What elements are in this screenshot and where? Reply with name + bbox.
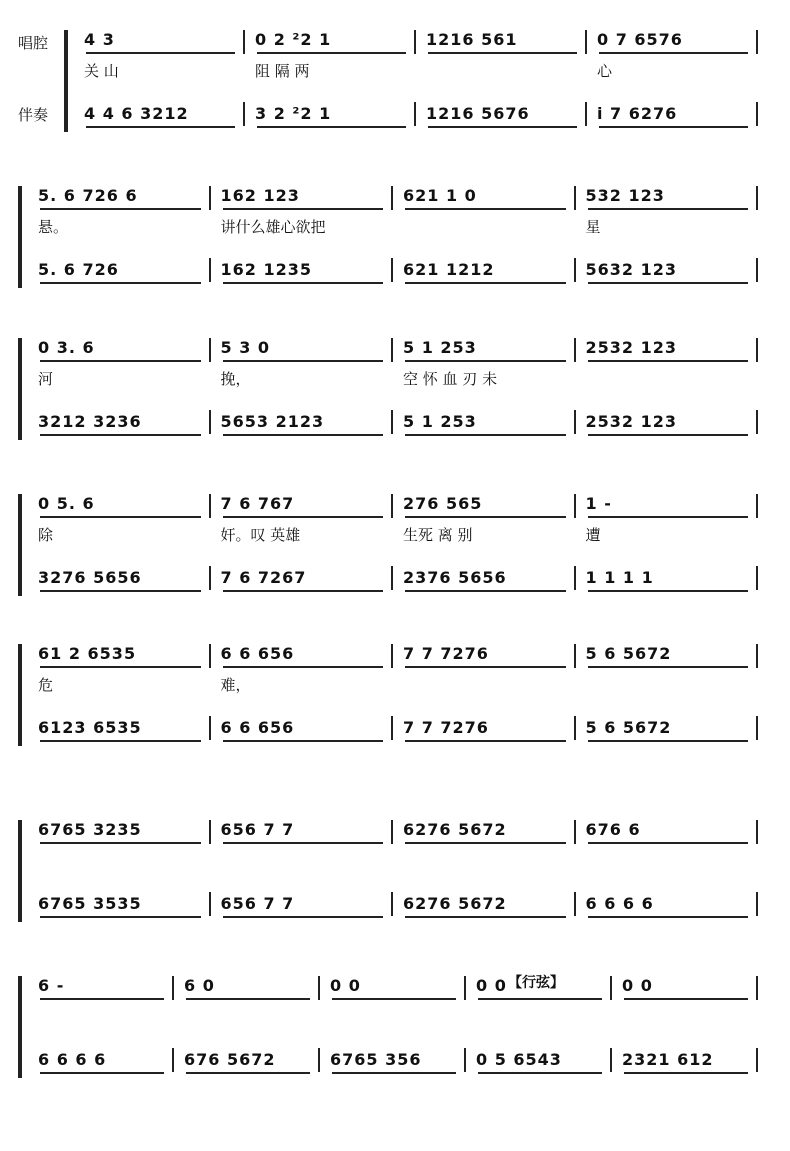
lyric-text: 讲什么雄心欲把 [220, 218, 326, 236]
vocal-underline [588, 666, 749, 668]
system-brace [18, 186, 22, 288]
accompaniment-barline [574, 566, 576, 590]
vocal-underline [86, 52, 235, 54]
accompaniment-measure: 621 1212 [403, 260, 495, 279]
system-brace [18, 820, 22, 922]
vocal-barline [391, 820, 393, 844]
vocal-measure: 0 0 [476, 976, 507, 995]
vocal-barline [756, 820, 758, 844]
accompaniment-measure: 5 6 5672 [585, 718, 672, 737]
accompaniment-underline [40, 434, 201, 436]
vocal-underline [599, 52, 748, 54]
accompaniment-barline [391, 716, 393, 740]
accompaniment-underline [405, 740, 566, 742]
accompaniment-measure: 6 6 6 6 [38, 1050, 107, 1069]
vocal-measure: 5 3 0 [220, 338, 271, 357]
vocal-underline [223, 666, 384, 668]
accompaniment-underline [40, 1072, 164, 1074]
accompaniment-measure: 5 1 253 [403, 412, 477, 431]
lyric-text: 除 [38, 526, 54, 544]
vocal-barline [756, 644, 758, 668]
accompaniment-underline [223, 434, 384, 436]
lyric-text: 奸。叹 英雄 [220, 526, 301, 544]
vocal-barline [391, 494, 393, 518]
vocal-measure: 0 0 [330, 976, 361, 995]
accompaniment-measure: 6276 5672 [403, 894, 507, 913]
vocal-measure: 6 6 656 [220, 644, 295, 663]
vocal-underline [405, 666, 566, 668]
accompaniment-barline [209, 410, 211, 434]
accompaniment-barline [756, 716, 758, 740]
vocal-underline [40, 842, 201, 844]
lyric-text: 关 山 [84, 62, 119, 80]
vocal-underline [332, 998, 456, 1000]
accompaniment-underline [599, 126, 748, 128]
system-brace [18, 976, 22, 1078]
vocal-measure: 0 3. 6 [38, 338, 95, 357]
lyric-text: 难， [220, 676, 251, 694]
accompaniment-measure: 5632 123 [585, 260, 677, 279]
accompaniment-underline [40, 916, 201, 918]
accompaniment-barline [172, 1048, 174, 1072]
vocal-measure: 656 7 7 [220, 820, 295, 839]
accompaniment-underline [223, 282, 384, 284]
vocal-underline [40, 998, 164, 1000]
accompaniment-underline [624, 1072, 748, 1074]
vocal-barline [209, 494, 211, 518]
vocal-barline [756, 976, 758, 1000]
vocal-barline [585, 30, 587, 54]
accompaniment-underline [588, 434, 749, 436]
accompaniment-underline [428, 126, 577, 128]
accompaniment-measure: 5653 2123 [220, 412, 325, 431]
accompaniment-barline [209, 566, 211, 590]
accompaniment-measure: 162 1235 [220, 260, 312, 279]
vocal-measure: 7 7 7276 [403, 644, 489, 663]
vocal-measure: 0 0 [622, 976, 653, 995]
vocal-measure: 6765 3235 [38, 820, 142, 839]
vocal-measure: 5. 6 726 6 [38, 186, 138, 205]
vocal-underline [588, 842, 749, 844]
accompaniment-measure: 6123 6535 [38, 718, 142, 737]
accompaniment-underline [86, 126, 235, 128]
vocal-barline [318, 976, 320, 1000]
lyric-text: 危 [38, 676, 54, 694]
lyric-text: 悬。 [38, 218, 69, 236]
accompaniment-barline [391, 892, 393, 916]
vocal-barline [209, 186, 211, 210]
accompaniment-barline [756, 1048, 758, 1072]
accompaniment-measure: 2532 123 [585, 412, 677, 431]
vocal-measure: 6 - [38, 976, 65, 995]
vocal-measure: 0 2 ²2 1 [255, 30, 332, 49]
lyric-text: 星 [585, 218, 601, 236]
accompaniment-underline [478, 1072, 602, 1074]
accompaniment-underline [223, 916, 384, 918]
lyric-text: 空 怀 血 刃 未 [403, 370, 498, 388]
accompaniment-measure: 3212 3236 [38, 412, 142, 431]
vocal-measure: 0 7 6576 [597, 30, 683, 49]
accompaniment-measure: 6 6 656 [220, 718, 295, 737]
accompaniment-underline [588, 916, 749, 918]
system-brace [18, 338, 22, 440]
vocal-measure: 276 565 [403, 494, 483, 513]
accompaniment-measure: i 7 6276 [597, 104, 678, 123]
accompaniment-barline [243, 102, 245, 126]
section-marker: 【行弦】 [508, 975, 564, 991]
accompaniment-measure: 6 6 6 6 [585, 894, 654, 913]
accompaniment-barline [318, 1048, 320, 1072]
vocal-underline [223, 360, 384, 362]
vocal-underline [257, 52, 406, 54]
lyric-text: 河 [38, 370, 54, 388]
vocal-measure: 162 123 [220, 186, 300, 205]
vocal-barline [209, 338, 211, 362]
accompaniment-barline [756, 258, 758, 282]
vocal-measure: 532 123 [585, 186, 665, 205]
system-brace [64, 30, 68, 132]
accompaniment-barline [209, 892, 211, 916]
vocal-barline [574, 186, 576, 210]
accompaniment-underline [588, 282, 749, 284]
vocal-barline [756, 30, 758, 54]
accompaniment-measure: 1 1 1 1 [585, 568, 654, 587]
accompaniment-barline [391, 258, 393, 282]
vocal-measure: 0 5. 6 [38, 494, 95, 513]
accompaniment-underline [405, 590, 566, 592]
accompaniment-measure: 5. 6 726 [38, 260, 119, 279]
vocal-part-label: 唱腔 [18, 34, 49, 52]
vocal-measure: 676 6 [585, 820, 641, 839]
vocal-barline [391, 338, 393, 362]
vocal-measure: 621 1 0 [403, 186, 477, 205]
accompaniment-measure: 6765 3535 [38, 894, 142, 913]
accompaniment-barline [756, 892, 758, 916]
vocal-barline [464, 976, 466, 1000]
vocal-barline [574, 338, 576, 362]
accompaniment-barline [574, 716, 576, 740]
accompaniment-barline [391, 566, 393, 590]
accompaniment-underline [588, 740, 749, 742]
accompaniment-underline [186, 1072, 310, 1074]
accompaniment-part-label: 伴奏 [18, 106, 49, 124]
lyric-text: 遭 [585, 526, 601, 544]
accompaniment-barline [391, 410, 393, 434]
vocal-measure: 7 6 767 [220, 494, 295, 513]
accompaniment-measure: 4 4 6 3212 [84, 104, 189, 123]
vocal-underline [478, 998, 602, 1000]
vocal-underline [223, 208, 384, 210]
vocal-barline [756, 186, 758, 210]
vocal-underline [40, 666, 201, 668]
vocal-measure: 61 2 6535 [38, 644, 137, 663]
vocal-underline [223, 842, 384, 844]
vocal-underline [186, 998, 310, 1000]
vocal-underline [624, 998, 748, 1000]
accompaniment-measure: 2376 5656 [403, 568, 507, 587]
vocal-barline [574, 494, 576, 518]
accompaniment-measure: 1216 5676 [426, 104, 530, 123]
vocal-underline [223, 516, 384, 518]
accompaniment-barline [464, 1048, 466, 1072]
accompaniment-measure: 0 5 6543 [476, 1050, 562, 1069]
accompaniment-barline [610, 1048, 612, 1072]
accompaniment-barline [574, 410, 576, 434]
accompaniment-barline [414, 102, 416, 126]
accompaniment-barline [574, 892, 576, 916]
accompaniment-underline [40, 590, 201, 592]
vocal-underline [405, 360, 566, 362]
vocal-barline [172, 976, 174, 1000]
vocal-measure: 5 1 253 [403, 338, 477, 357]
vocal-barline [209, 820, 211, 844]
vocal-measure: 1 - [585, 494, 612, 513]
accompaniment-underline [405, 434, 566, 436]
vocal-barline [574, 820, 576, 844]
lyric-text: 挽， [220, 370, 251, 388]
lyric-text: 生死 离 别 [403, 526, 473, 544]
vocal-barline [243, 30, 245, 54]
accompaniment-underline [40, 740, 201, 742]
accompaniment-measure: 7 7 7276 [403, 718, 489, 737]
vocal-underline [40, 516, 201, 518]
lyric-text: 心 [597, 62, 613, 80]
accompaniment-measure: 656 7 7 [220, 894, 295, 913]
accompaniment-barline [756, 410, 758, 434]
accompaniment-barline [585, 102, 587, 126]
vocal-barline [610, 976, 612, 1000]
accompaniment-barline [209, 716, 211, 740]
accompaniment-underline [588, 590, 749, 592]
accompaniment-underline [332, 1072, 456, 1074]
accompaniment-barline [574, 258, 576, 282]
accompaniment-underline [405, 916, 566, 918]
vocal-measure: 2532 123 [585, 338, 677, 357]
vocal-measure: 1216 561 [426, 30, 518, 49]
vocal-underline [588, 516, 749, 518]
vocal-barline [574, 644, 576, 668]
vocal-measure: 6276 5672 [403, 820, 507, 839]
vocal-underline [588, 208, 749, 210]
accompaniment-underline [257, 126, 406, 128]
vocal-underline [405, 208, 566, 210]
vocal-barline [756, 338, 758, 362]
accompaniment-measure: 676 5672 [184, 1050, 276, 1069]
accompaniment-underline [223, 590, 384, 592]
accompaniment-measure: 2321 612 [622, 1050, 714, 1069]
accompaniment-measure: 7 6 7267 [220, 568, 307, 587]
accompaniment-barline [756, 102, 758, 126]
vocal-underline [588, 360, 749, 362]
vocal-underline [40, 208, 201, 210]
accompaniment-measure: 3276 5656 [38, 568, 142, 587]
system-brace [18, 494, 22, 596]
vocal-barline [209, 644, 211, 668]
accompaniment-underline [405, 282, 566, 284]
vocal-underline [428, 52, 577, 54]
vocal-measure: 6 0 [184, 976, 215, 995]
accompaniment-measure: 6765 356 [330, 1050, 422, 1069]
vocal-underline [405, 842, 566, 844]
vocal-barline [756, 494, 758, 518]
lyric-text: 阻 隔 两 [255, 62, 310, 80]
vocal-barline [391, 186, 393, 210]
accompaniment-underline [223, 740, 384, 742]
vocal-underline [405, 516, 566, 518]
vocal-barline [391, 644, 393, 668]
vocal-barline [414, 30, 416, 54]
accompaniment-barline [756, 566, 758, 590]
system-brace [18, 644, 22, 746]
vocal-underline [40, 360, 201, 362]
accompaniment-measure: 3 2 ²2 1 [255, 104, 332, 123]
vocal-measure: 5 6 5672 [585, 644, 672, 663]
accompaniment-barline [209, 258, 211, 282]
vocal-measure: 4 3 [84, 30, 115, 49]
accompaniment-underline [40, 282, 201, 284]
